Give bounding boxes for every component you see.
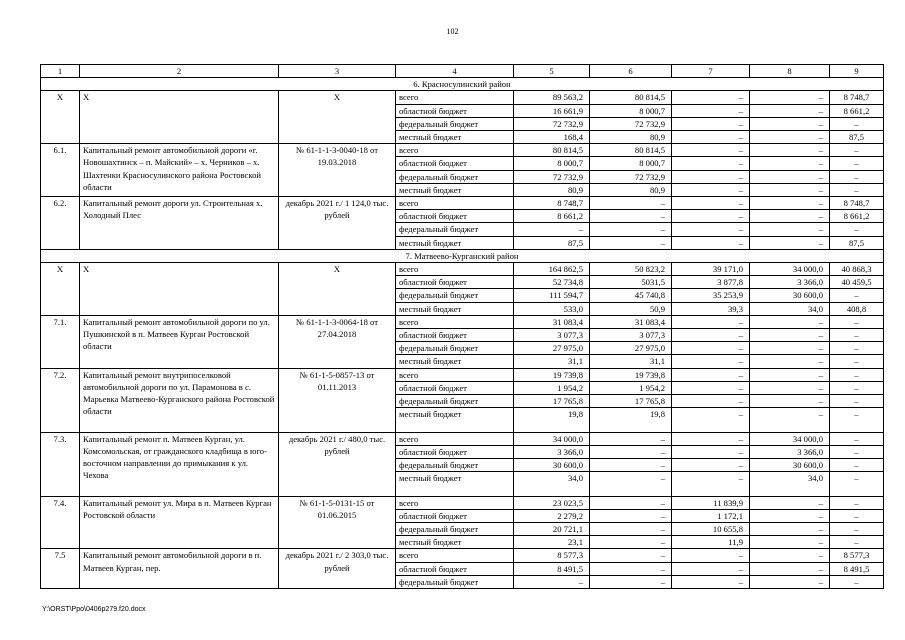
amount-value: 87,5 [830, 236, 884, 249]
item-number: 7.4. [41, 496, 80, 549]
amount-value: – [750, 329, 830, 342]
item-number: 6.2. [41, 197, 80, 250]
amount-value: 34,0 [514, 472, 590, 496]
amount-value: – [750, 144, 830, 157]
amount-value: 17 765,8 [590, 395, 672, 408]
budget-type: местный бюджет [396, 183, 514, 196]
budget-type: местный бюджет [396, 236, 514, 249]
amount-value: 31,1 [590, 355, 672, 368]
column-number: 3 [279, 65, 396, 78]
amount-value: – [672, 432, 750, 445]
budget-type: местный бюджет [396, 355, 514, 368]
amount-value: 1 954,2 [590, 381, 672, 394]
amount-value: 20 721,1 [514, 523, 590, 536]
budget-type: областной бюджет [396, 562, 514, 575]
amount-value: 8 491,5 [830, 562, 884, 575]
amount-value: – [672, 170, 750, 183]
column-number: 2 [80, 65, 279, 78]
amount-value: – [830, 170, 884, 183]
budget-type: всего [396, 368, 514, 381]
amount-value: 80,9 [590, 183, 672, 196]
amount-value: – [672, 445, 750, 458]
item-number: Х [41, 263, 80, 316]
amount-value: – [672, 342, 750, 355]
section-title-row [41, 249, 884, 262]
amount-value: 72 732,9 [590, 170, 672, 183]
amount-value: – [750, 523, 830, 536]
budget-type: областной бюджет [396, 210, 514, 223]
table-row [41, 263, 884, 276]
amount-value: – [750, 342, 830, 355]
item-number: Х [41, 91, 80, 144]
amount-value: – [830, 432, 884, 445]
table-row [41, 144, 884, 157]
amount-value: 8 000,7 [590, 157, 672, 170]
amount-value: 40 459,5 [830, 276, 884, 289]
amount-value: – [672, 223, 750, 236]
amount-value: – [590, 496, 672, 509]
column-number: 7 [672, 65, 750, 78]
amount-value: – [750, 183, 830, 196]
amount-value: – [750, 315, 830, 328]
amount-value: 3 077,3 [590, 329, 672, 342]
column-number: 8 [750, 65, 830, 78]
budget-type: областной бюджет [396, 381, 514, 394]
amount-value: 50,9 [590, 302, 672, 315]
amount-value: – [750, 395, 830, 408]
amount-value: – [672, 381, 750, 394]
item-document: Х [279, 91, 396, 144]
amount-value: 17 765,8 [514, 395, 590, 408]
item-number: 7.3. [41, 432, 80, 496]
amount-value: – [830, 144, 884, 157]
amount-value: 8 748,7 [830, 91, 884, 104]
amount-value: 8 577,3 [514, 549, 590, 562]
amount-value: – [672, 236, 750, 249]
amount-value: – [672, 408, 750, 432]
amount-value: 31 083,4 [590, 315, 672, 328]
item-document: № 61-1-5-0857-13 от 01.11.2013 [279, 368, 396, 432]
amount-value: 1 172,1 [672, 509, 750, 522]
amount-value: – [750, 575, 830, 588]
amount-value: – [750, 496, 830, 509]
column-number: 9 [830, 65, 884, 78]
amount-value: 8 000,7 [590, 104, 672, 117]
amount-value: 23 023,5 [514, 496, 590, 509]
budget-type: всего [396, 144, 514, 157]
amount-value: 34 000,0 [750, 432, 830, 445]
budget-type: областной бюджет [396, 276, 514, 289]
item-description: Капитальный ремонт п. Матвеев Курган, ул. Комсомольская, от гражданского кладбища в юго-восточном направлении до примыкания к ул. Чехова [80, 432, 279, 496]
budget-type: всего [396, 496, 514, 509]
amount-value: 3 366,0 [514, 445, 590, 458]
amount-value: – [750, 562, 830, 575]
amount-value: – [830, 395, 884, 408]
amount-value: – [672, 315, 750, 328]
amount-value: – [672, 549, 750, 562]
amount-value: 34,0 [750, 302, 830, 315]
amount-value: – [750, 104, 830, 117]
amount-value: 87,5 [514, 236, 590, 249]
amount-value: 11 839,9 [672, 496, 750, 509]
table-row [41, 432, 884, 445]
amount-value: 34 000,0 [750, 263, 830, 276]
item-description: Капитальный ремонт автомобильной дороги в п. Матвеев Курган, пер. [80, 549, 279, 589]
amount-value: – [750, 408, 830, 432]
amount-value: 408,8 [830, 302, 884, 315]
item-description: Х [80, 91, 279, 144]
amount-value: – [590, 549, 672, 562]
item-document: Х [279, 263, 396, 316]
amount-value: – [830, 575, 884, 588]
budget-type: федеральный бюджет [396, 223, 514, 236]
budget-type: федеральный бюджет [396, 117, 514, 130]
amount-value: – [750, 157, 830, 170]
table-row [41, 496, 884, 509]
budget-type: федеральный бюджет [396, 575, 514, 588]
amount-value: 27 975,0 [590, 342, 672, 355]
budget-type: областной бюджет [396, 509, 514, 522]
amount-value: – [750, 210, 830, 223]
budget-type: всего [396, 549, 514, 562]
amount-value: – [830, 408, 884, 432]
section-title: 6. Красносулинский район [41, 78, 884, 91]
amount-value: 31,1 [514, 355, 590, 368]
amount-value: 87,5 [830, 131, 884, 144]
amount-value: – [672, 144, 750, 157]
budget-type: местный бюджет [396, 131, 514, 144]
amount-value: – [514, 223, 590, 236]
table-row [41, 315, 884, 328]
amount-value: – [750, 536, 830, 549]
amount-value: 8 000,7 [514, 157, 590, 170]
amount-value: 30 600,0 [750, 289, 830, 302]
column-number: 6 [590, 65, 672, 78]
amount-value: – [750, 131, 830, 144]
amount-value: – [672, 368, 750, 381]
file-path: Y:\ORST\Ppo\0406p279.f20.docx [42, 606, 146, 613]
amount-value: – [672, 131, 750, 144]
amount-value: – [590, 523, 672, 536]
amount-value: – [830, 381, 884, 394]
amount-value: – [830, 509, 884, 522]
item-number: 7.2. [41, 368, 80, 432]
item-document: декабрь 2021 г./ 2 303,0 тыс. рублей [279, 549, 396, 589]
item-number: 6.1. [41, 144, 80, 197]
item-number: 7.1. [41, 315, 80, 368]
amount-value: 31 083,4 [514, 315, 590, 328]
amount-value: – [830, 117, 884, 130]
amount-value: 34,0 [750, 472, 830, 496]
amount-value: – [590, 509, 672, 522]
amount-value: 30 600,0 [514, 459, 590, 472]
amount-value: – [672, 183, 750, 196]
amount-value: 72 732,9 [590, 117, 672, 130]
budget-type: федеральный бюджет [396, 342, 514, 355]
amount-value: 35 253,9 [672, 289, 750, 302]
amount-value: 52 734,8 [514, 276, 590, 289]
budget-type: местный бюджет [396, 408, 514, 432]
amount-value: – [672, 329, 750, 342]
budget-type: областной бюджет [396, 104, 514, 117]
amount-value: 5031,5 [590, 276, 672, 289]
amount-value: 40 868,3 [830, 263, 884, 276]
amount-value: – [830, 472, 884, 496]
amount-value: – [750, 170, 830, 183]
amount-value: 23,1 [514, 536, 590, 549]
amount-value: 3 077,3 [514, 329, 590, 342]
amount-value: 19,8 [590, 408, 672, 432]
amount-value: 80,9 [514, 183, 590, 196]
item-description: Капитальный ремонт автомобильной дороги по ул. Пушкинской в п. Матвеев Курган Ростовской области [80, 315, 279, 368]
amount-value: 8 661,2 [830, 210, 884, 223]
amount-value: 8 748,7 [514, 197, 590, 210]
item-description: Капитальный ремонт автомобильной дороги «г. Новошахтинск – п. Майский» – х. Черников – х. Шахтенки Красносулинского района Ростовской области [80, 144, 279, 197]
amount-value: – [590, 445, 672, 458]
amount-value: 168,4 [514, 131, 590, 144]
amount-value: 10 655,8 [672, 523, 750, 536]
budget-type: всего [396, 432, 514, 445]
amount-value: 72 732,9 [514, 117, 590, 130]
table-row [41, 197, 884, 210]
amount-value: – [672, 459, 750, 472]
column-number: 4 [396, 65, 514, 78]
amount-value: 3 877,8 [672, 276, 750, 289]
amount-value: 39 171,0 [672, 263, 750, 276]
amount-value: – [672, 355, 750, 368]
budget-type: федеральный бюджет [396, 523, 514, 536]
amount-value: – [830, 459, 884, 472]
amount-value: – [750, 236, 830, 249]
amount-value: 8 491,5 [514, 562, 590, 575]
amount-value: – [590, 536, 672, 549]
budget-type: областной бюджет [396, 445, 514, 458]
amount-value: 164 862,5 [514, 263, 590, 276]
amount-value: – [750, 381, 830, 394]
amount-value: – [830, 496, 884, 509]
table-row [41, 549, 884, 562]
amount-value: – [672, 210, 750, 223]
amount-value: 50 823,2 [590, 263, 672, 276]
amount-value: – [830, 289, 884, 302]
section-title-row [41, 78, 884, 91]
amount-value: 16 661,9 [514, 104, 590, 117]
budget-type: местный бюджет [396, 472, 514, 496]
amount-value: – [590, 432, 672, 445]
item-document: № 61-1-5-0131-15 от 01.06.2015 [279, 496, 396, 549]
amount-value: – [672, 562, 750, 575]
amount-value: – [830, 342, 884, 355]
budget-type: федеральный бюджет [396, 395, 514, 408]
item-document: № 61-1-1-3-0040-18 от 19.03.2018 [279, 144, 396, 197]
amount-value: – [830, 523, 884, 536]
amount-value: – [830, 183, 884, 196]
amount-value: – [750, 91, 830, 104]
amount-value: 2 279,2 [514, 509, 590, 522]
amount-value: – [514, 575, 590, 588]
amount-value: – [750, 197, 830, 210]
item-document: декабрь 2021 г./ 480,0 тыс. рублей [279, 432, 396, 496]
budget-type: всего [396, 315, 514, 328]
amount-value: – [590, 459, 672, 472]
amount-value: 27 975,0 [514, 342, 590, 355]
budget-type: всего [396, 263, 514, 276]
amount-value: – [830, 355, 884, 368]
amount-value: – [750, 117, 830, 130]
amount-value: – [590, 236, 672, 249]
amount-value: – [590, 210, 672, 223]
amount-value: 39,3 [672, 302, 750, 315]
amount-value: 19,8 [514, 408, 590, 432]
amount-value: 1 954,2 [514, 381, 590, 394]
amount-value: – [672, 157, 750, 170]
amount-value: 3 366,0 [750, 445, 830, 458]
amount-value: – [830, 536, 884, 549]
amount-value: – [672, 197, 750, 210]
amount-value: – [830, 157, 884, 170]
amount-value: 72 732,9 [514, 170, 590, 183]
amount-value: 30 600,0 [750, 459, 830, 472]
amount-value: 19 739,8 [514, 368, 590, 381]
amount-value: – [830, 445, 884, 458]
amount-value: – [750, 549, 830, 562]
item-document: декабрь 2021 г./ 1 124,0 тыс. рублей [279, 197, 396, 250]
budget-table [40, 64, 884, 589]
amount-value: 3 366,0 [750, 276, 830, 289]
budget-type: федеральный бюджет [396, 459, 514, 472]
table-row [41, 91, 884, 104]
item-document: № 61-1-1-3-0064-18 от 27.04.2018 [279, 315, 396, 368]
amount-value: – [830, 329, 884, 342]
amount-value: – [672, 575, 750, 588]
budget-type: всего [396, 197, 514, 210]
section-title: 7. Матвеево-Курганский район [41, 249, 884, 262]
amount-value: 533,0 [514, 302, 590, 315]
budget-type: областной бюджет [396, 157, 514, 170]
budget-type: всего [396, 91, 514, 104]
amount-value: – [830, 368, 884, 381]
amount-value: – [672, 395, 750, 408]
column-number: 5 [514, 65, 590, 78]
amount-value: 80 814,5 [590, 144, 672, 157]
amount-value: – [672, 472, 750, 496]
amount-value: 111 594,7 [514, 289, 590, 302]
amount-value: – [750, 355, 830, 368]
amount-value: – [750, 223, 830, 236]
amount-value: 8 661,2 [830, 104, 884, 117]
amount-value: – [590, 562, 672, 575]
amount-value: – [590, 197, 672, 210]
amount-value: 80 814,5 [514, 144, 590, 157]
amount-value: – [672, 104, 750, 117]
budget-type: местный бюджет [396, 536, 514, 549]
amount-value: – [750, 368, 830, 381]
amount-value: 89 563,2 [514, 91, 590, 104]
table-header-row [41, 65, 884, 78]
amount-value: 34 000,0 [514, 432, 590, 445]
amount-value: 19 739,8 [590, 368, 672, 381]
amount-value: – [672, 117, 750, 130]
amount-value: – [590, 575, 672, 588]
budget-type: областной бюджет [396, 329, 514, 342]
amount-value: 8 748,7 [830, 197, 884, 210]
budget-type: федеральный бюджет [396, 289, 514, 302]
item-description: Капитальный ремонт внутрипоселковой автомобильной дороги по ул. Парамонова в с. Марьевка Матвеево-Курганского района Ростовской области [80, 368, 279, 432]
budget-type: федеральный бюджет [396, 170, 514, 183]
item-number: 7.5 [41, 549, 80, 589]
amount-value: 11,9 [672, 536, 750, 549]
amount-value: 8 661,2 [514, 210, 590, 223]
budget-type: местный бюджет [396, 302, 514, 315]
page-number: 102 [446, 27, 459, 36]
item-description: Капитальный ремонт дороги ул. Строительная х. Холодный Плес [80, 197, 279, 250]
item-description: Х [80, 263, 279, 316]
column-number: 1 [41, 65, 80, 78]
amount-value: – [830, 223, 884, 236]
table-row [41, 368, 884, 381]
amount-value: – [590, 472, 672, 496]
amount-value: – [672, 91, 750, 104]
item-description: Капитальный ремонт ул. Мира в п. Матвеев Курган Ростовской области [80, 496, 279, 549]
amount-value: 8 577,3 [830, 549, 884, 562]
amount-value: – [590, 223, 672, 236]
amount-value: – [830, 315, 884, 328]
amount-value: 45 740,8 [590, 289, 672, 302]
amount-value: 80 814,5 [590, 91, 672, 104]
amount-value: 80,9 [590, 131, 672, 144]
amount-value: – [750, 509, 830, 522]
